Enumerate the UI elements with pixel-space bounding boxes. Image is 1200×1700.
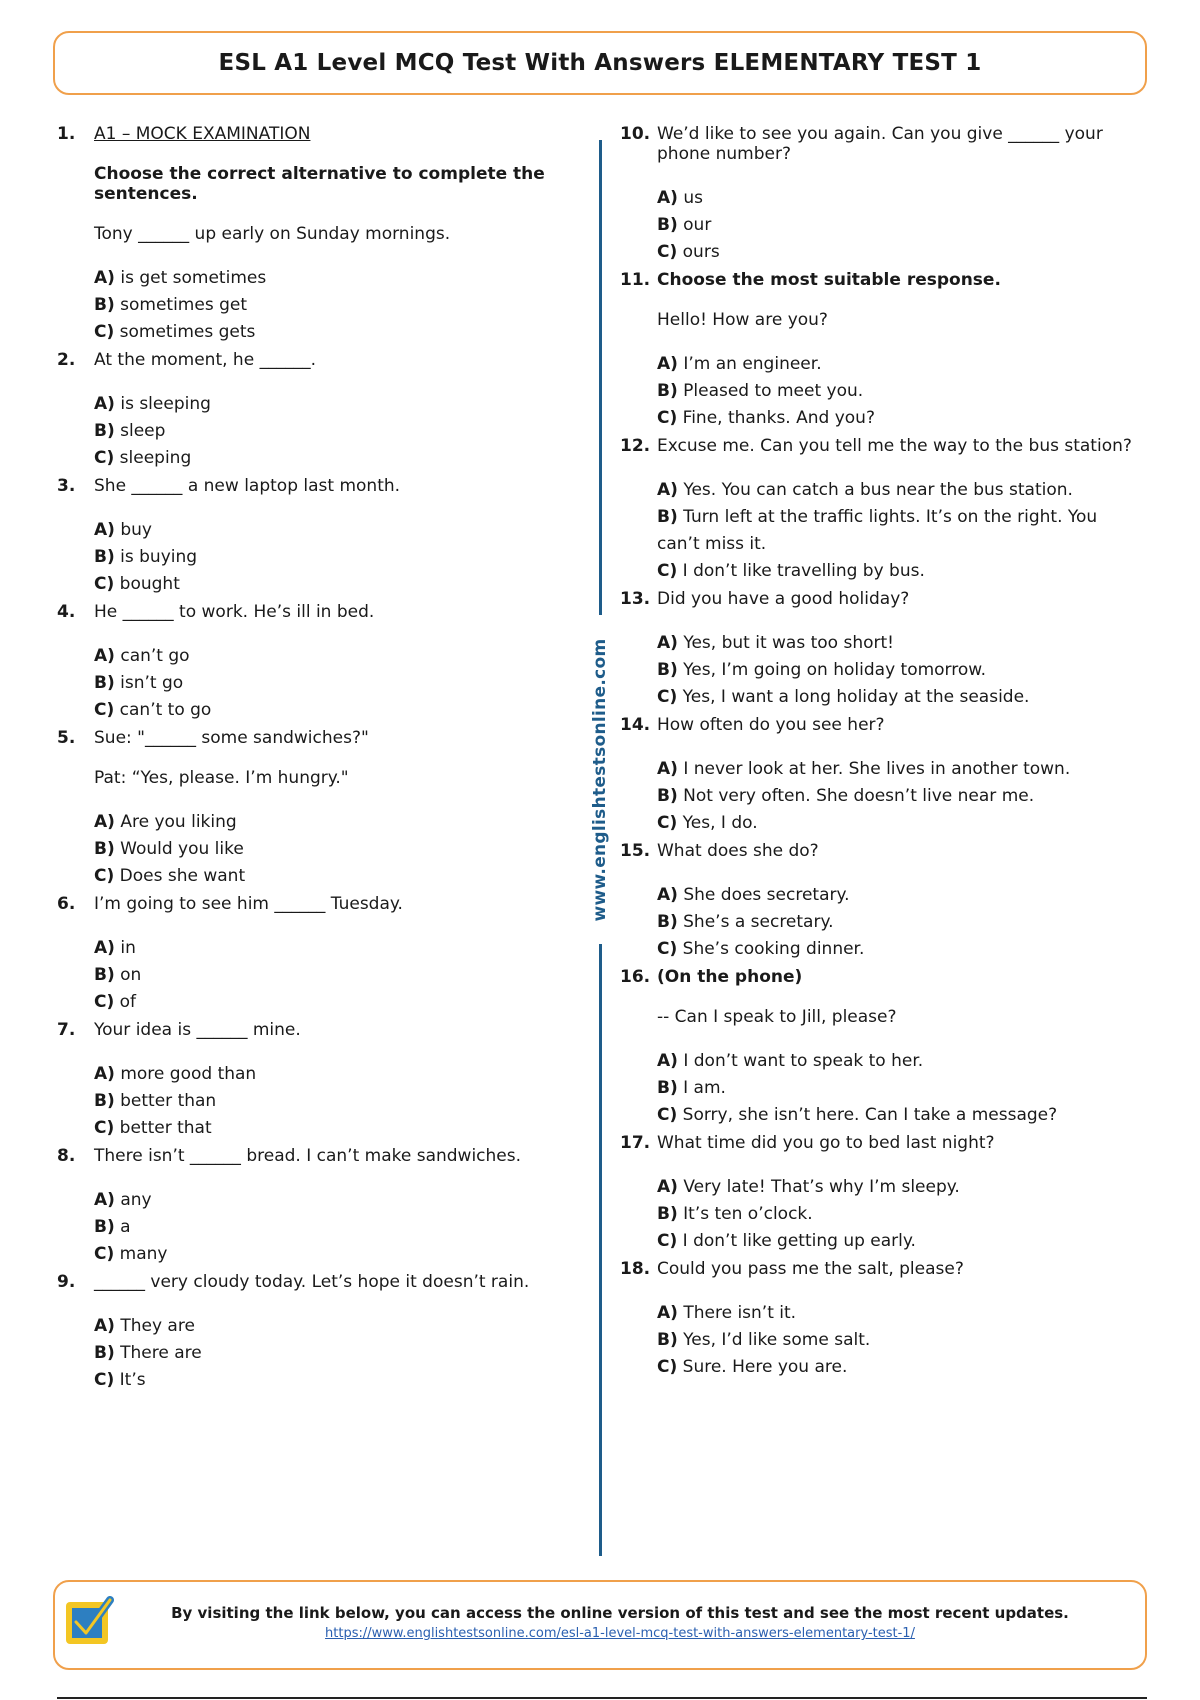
question-number: 14.: [620, 715, 651, 735]
answer-option[interactable]: [94, 292, 587, 319]
question-number: 16.: [620, 967, 651, 987]
option-letter: C): [657, 242, 678, 262]
question-stem: [620, 715, 1140, 735]
option-letter: A): [657, 188, 678, 208]
bottom-rule: [57, 1697, 1147, 1699]
answer-option[interactable]: [657, 1228, 1140, 1255]
answer-options: [657, 630, 1140, 711]
option-letter: B): [657, 660, 678, 680]
answer-option[interactable]: [94, 517, 587, 544]
option-text: I’m an engineer.: [683, 354, 822, 374]
option-text: sometimes gets: [119, 322, 256, 342]
answer-option[interactable]: [657, 909, 1140, 936]
answer-option[interactable]: [657, 657, 1140, 684]
question-number: 2.: [57, 350, 76, 370]
option-letter: A): [657, 480, 678, 500]
option-letter: B): [657, 1330, 678, 1350]
question-stem: [620, 436, 1140, 456]
option-text: sleep: [120, 421, 166, 441]
option-text: She’s cooking dinner.: [682, 939, 865, 959]
answer-option[interactable]: [657, 1354, 1140, 1381]
answer-option[interactable]: [657, 558, 1140, 585]
question-text: What does she do?: [657, 841, 819, 861]
option-letter: B): [657, 381, 678, 401]
answer-option[interactable]: [94, 1340, 587, 1367]
answer-option[interactable]: [94, 1115, 587, 1142]
option-text: I don’t like getting up early.: [682, 1231, 916, 1251]
question-paragraph: Pat: “Yes, please. I’m hungry.": [94, 768, 349, 788]
answer-option[interactable]: [657, 1174, 1140, 1201]
question-stem: [57, 1272, 587, 1292]
question-stem: [57, 1020, 587, 1040]
option-letter: A): [94, 1064, 115, 1084]
option-text: There are: [120, 1343, 202, 1363]
question-stem: [57, 350, 587, 370]
question-number: 11.: [620, 270, 651, 290]
answer-option[interactable]: [657, 684, 1140, 711]
option-letter: C): [94, 1244, 115, 1264]
footer-message: By visiting the link below, you can access the online version of this test and see the most recent updates.: [171, 1604, 1069, 1622]
answer-option[interactable]: [94, 571, 587, 598]
answer-option[interactable]: [94, 836, 587, 863]
question: [620, 1259, 1140, 1381]
option-letter: B): [94, 673, 115, 693]
answer-option[interactable]: [657, 1048, 1140, 1075]
option-text: better than: [120, 1091, 217, 1111]
answer-options: [94, 1061, 587, 1142]
question-number: 6.: [57, 894, 76, 914]
option-text: Yes, I’d like some salt.: [683, 1330, 871, 1350]
answer-option[interactable]: [657, 504, 1140, 558]
question-text: She ______ a new laptop last month.: [94, 476, 401, 496]
question: [57, 1020, 587, 1142]
answer-option[interactable]: [657, 936, 1140, 963]
option-letter: C): [94, 866, 115, 886]
question-stem: [57, 728, 587, 748]
right-column: [620, 124, 1140, 1381]
option-text: It’s ten o’clock.: [683, 1204, 813, 1224]
question: [57, 728, 587, 890]
option-letter: C): [657, 813, 678, 833]
option-text: can’t go: [120, 646, 190, 666]
question-text: How often do you see her?: [657, 715, 885, 735]
option-text: She does secretary.: [683, 885, 850, 905]
answer-option[interactable]: [657, 378, 1140, 405]
option-text: I don’t like travelling by bus.: [682, 561, 925, 581]
option-text: Yes, but it was too short!: [683, 633, 894, 653]
option-text: Yes. You can catch a bus near the bus station.: [683, 480, 1073, 500]
question-number: 18.: [620, 1259, 651, 1279]
option-letter: B): [657, 1078, 678, 1098]
option-text: I don’t want to speak to her.: [683, 1051, 924, 1071]
answer-option[interactable]: [94, 391, 587, 418]
question-number: 12.: [620, 436, 651, 456]
answer-option[interactable]: [94, 962, 587, 989]
option-text: Sure. Here you are.: [682, 1357, 848, 1377]
answer-options: [94, 265, 587, 346]
question: [620, 589, 1140, 711]
question-stem: [57, 602, 587, 622]
question-stem: [57, 476, 587, 496]
option-text: Pleased to meet you.: [683, 381, 864, 401]
answer-option[interactable]: [94, 935, 587, 962]
option-text: of: [119, 992, 137, 1012]
question-number: 10.: [620, 124, 651, 144]
question-stem: [57, 1146, 587, 1166]
answer-option[interactable]: [94, 1187, 587, 1214]
answer-options: [657, 1048, 1140, 1129]
watermark: www.englishtestsonline.com: [590, 638, 610, 922]
option-letter: B): [657, 912, 678, 932]
answer-options: [657, 477, 1140, 585]
option-letter: A): [657, 1177, 678, 1197]
option-text: Yes, I want a long holiday at the seaside.: [682, 687, 1030, 707]
option-text: Not very often. She doesn’t live near me.: [683, 786, 1035, 806]
answer-option[interactable]: [657, 756, 1140, 783]
option-letter: A): [94, 1190, 115, 1210]
option-letter: A): [657, 1303, 678, 1323]
question-stem: [620, 270, 1140, 290]
option-text: She’s a secretary.: [683, 912, 834, 932]
option-text: more good than: [120, 1064, 257, 1084]
option-letter: C): [657, 561, 678, 581]
question: [620, 967, 1140, 1129]
answer-options: [94, 391, 587, 472]
answer-option[interactable]: [94, 809, 587, 836]
option-text: better that: [119, 1118, 212, 1138]
option-letter: B): [94, 421, 115, 441]
question-text: Excuse me. Can you tell me the way to the bus station?: [657, 436, 1132, 456]
option-text: our: [683, 215, 712, 235]
question-stem: [620, 124, 1140, 164]
option-text: Very late! That’s why I’m sleepy.: [683, 1177, 960, 1197]
option-text: Does she want: [119, 866, 246, 886]
answer-option[interactable]: [657, 882, 1140, 909]
answer-option[interactable]: [94, 445, 587, 472]
question-number: 7.: [57, 1020, 76, 1040]
answer-option[interactable]: [657, 212, 1140, 239]
option-text: is get sometimes: [120, 268, 267, 288]
answer-option[interactable]: [94, 1367, 587, 1394]
option-letter: B): [94, 1091, 115, 1111]
option-text: It’s: [119, 1370, 146, 1390]
question: [57, 476, 587, 598]
answer-options: [657, 185, 1140, 266]
question-stem: [57, 894, 587, 914]
question-paragraph: Choose the correct alternative to complete the sentences.: [94, 164, 545, 204]
answer-option[interactable]: [94, 643, 587, 670]
option-text: Are you liking: [120, 812, 237, 832]
answer-option[interactable]: [657, 477, 1140, 504]
option-letter: C): [657, 687, 678, 707]
option-letter: A): [657, 885, 678, 905]
answer-option[interactable]: [657, 185, 1140, 212]
question-number: 5.: [57, 728, 76, 748]
question-number: 17.: [620, 1133, 651, 1153]
answer-option[interactable]: [657, 630, 1140, 657]
option-text: ours: [682, 242, 720, 262]
question-stem: [620, 589, 1140, 609]
answer-options: [657, 756, 1140, 837]
option-letter: A): [94, 394, 115, 414]
question-text: (On the phone): [657, 967, 803, 987]
question: [620, 270, 1140, 432]
option-letter: A): [94, 520, 115, 540]
option-letter: B): [657, 786, 678, 806]
answer-option[interactable]: [657, 239, 1140, 266]
question-number: 3.: [57, 476, 76, 496]
option-text: Would you like: [120, 839, 244, 859]
question-number: 15.: [620, 841, 651, 861]
option-letter: A): [657, 1051, 678, 1071]
option-text: in: [120, 938, 136, 958]
footer-box: [53, 1580, 1147, 1670]
option-letter: B): [94, 1343, 115, 1363]
option-letter: C): [657, 1357, 678, 1377]
option-letter: C): [657, 1231, 678, 1251]
question: [57, 1146, 587, 1268]
option-text: I am.: [683, 1078, 726, 1098]
option-text: Fine, thanks. And you?: [682, 408, 875, 428]
question: [620, 436, 1140, 585]
question-text: At the moment, he ______.: [94, 350, 316, 370]
option-letter: C): [657, 939, 678, 959]
question-stem: [620, 967, 1140, 987]
option-letter: B): [657, 215, 678, 235]
option-letter: B): [657, 1204, 678, 1224]
option-letter: A): [94, 938, 115, 958]
option-text: Yes, I do.: [682, 813, 758, 833]
option-letter: C): [94, 992, 115, 1012]
question-text: Choose the most suitable response.: [657, 270, 1001, 290]
question-number: 1.: [57, 124, 76, 144]
answer-option[interactable]: [94, 1088, 587, 1115]
question: [620, 124, 1140, 266]
option-letter: C): [657, 408, 678, 428]
question: [57, 124, 587, 346]
page-title: ESL A1 Level MCQ Test With Answers ELEMENTARY TEST 1: [218, 50, 982, 76]
answer-option[interactable]: [657, 1201, 1140, 1228]
question-text: We’d like to see you again. Can you give ______ your phone number?: [657, 124, 1103, 164]
answer-option[interactable]: [94, 1061, 587, 1088]
answer-options: [94, 1187, 587, 1268]
option-text: Turn left at the traffic lights. It’s on the right. You can’t miss it.: [657, 507, 1098, 554]
option-letter: A): [94, 646, 115, 666]
question: [57, 894, 587, 1016]
option-letter: C): [94, 700, 115, 720]
answer-option[interactable]: [657, 1327, 1140, 1354]
option-text: There isn’t it.: [683, 1303, 797, 1323]
option-text: on: [120, 965, 142, 985]
option-letter: C): [94, 1370, 115, 1390]
answer-options: [94, 643, 587, 724]
answer-option[interactable]: [94, 989, 587, 1016]
question-number: 4.: [57, 602, 76, 622]
question-paragraph: Tony ______ up early on Sunday mornings.: [94, 224, 451, 244]
question-text: I’m going to see him ______ Tuesday.: [94, 894, 403, 914]
option-letter: B): [657, 507, 678, 527]
question-text: Did you have a good holiday?: [657, 589, 910, 609]
option-text: a: [120, 1217, 131, 1237]
option-text: can’t to go: [119, 700, 212, 720]
question-text: Could you pass me the salt, please?: [657, 1259, 964, 1279]
answer-option[interactable]: [94, 670, 587, 697]
question-text: Sue: "______ some sandwiches?": [94, 728, 369, 748]
option-letter: C): [94, 574, 115, 594]
option-letter: A): [657, 354, 678, 374]
question: [57, 350, 587, 472]
answer-option[interactable]: [94, 1313, 587, 1340]
option-letter: A): [657, 759, 678, 779]
answer-option[interactable]: [94, 544, 587, 571]
question: [57, 602, 587, 724]
option-letter: B): [94, 839, 115, 859]
column-divider: [599, 140, 602, 615]
answer-options: [94, 809, 587, 890]
answer-options: [657, 882, 1140, 963]
question-text[interactable]: A1 – MOCK EXAMINATION: [94, 124, 311, 144]
option-letter: A): [94, 1316, 115, 1336]
option-letter: C): [94, 448, 115, 468]
option-letter: A): [94, 812, 115, 832]
question: [620, 841, 1140, 963]
option-letter: A): [94, 268, 115, 288]
answer-option[interactable]: [657, 1300, 1140, 1327]
answer-option[interactable]: [94, 418, 587, 445]
option-text: us: [683, 188, 703, 208]
option-text: bought: [119, 574, 180, 594]
option-letter: B): [94, 295, 115, 315]
question-number: 8.: [57, 1146, 76, 1166]
column-divider: [599, 944, 602, 1556]
answer-option[interactable]: [657, 810, 1140, 837]
question-text: Your idea is ______ mine.: [94, 1020, 301, 1040]
question-text: What time did you go to bed last night?: [657, 1133, 995, 1153]
answer-option[interactable]: [94, 319, 587, 346]
answer-options: [657, 351, 1140, 432]
footer-link[interactable]: https://www.englishtestsonline.com/esl-a1-level-mcq-test-with-answers-elementary-test-1/: [325, 1626, 915, 1641]
answer-option[interactable]: [657, 1075, 1140, 1102]
answer-options: [657, 1174, 1140, 1255]
option-text: Sorry, she isn’t here. Can I take a message?: [682, 1105, 1058, 1125]
answer-option[interactable]: [94, 1214, 587, 1241]
question-stem: [57, 124, 587, 144]
question: [57, 1272, 587, 1394]
answer-option[interactable]: [657, 351, 1140, 378]
question-number: 13.: [620, 589, 651, 609]
question-stem: [620, 841, 1140, 861]
question-paragraph: Hello! How are you?: [657, 310, 828, 330]
answer-option[interactable]: [94, 863, 587, 890]
option-text: I never look at her. She lives in another town.: [683, 759, 1071, 779]
question-paragraph: -- Can I speak to Jill, please?: [657, 1007, 897, 1027]
answer-options: [94, 517, 587, 598]
option-text: sleeping: [119, 448, 192, 468]
option-letter: B): [94, 1217, 115, 1237]
answer-option[interactable]: [657, 783, 1140, 810]
option-text: is buying: [120, 547, 198, 567]
left-column: [57, 124, 587, 1394]
option-text: Yes, I’m going on holiday tomorrow.: [683, 660, 987, 680]
answer-option[interactable]: [94, 697, 587, 724]
option-text: isn’t go: [120, 673, 184, 693]
option-text: They are: [120, 1316, 195, 1336]
question-stem: [620, 1259, 1140, 1279]
option-letter: B): [94, 965, 115, 985]
question: [620, 715, 1140, 837]
question-text: There isn’t ______ bread. I can’t make sandwiches.: [94, 1146, 522, 1166]
option-letter: A): [657, 633, 678, 653]
question-stem: [620, 1133, 1140, 1153]
answer-option[interactable]: [94, 1241, 587, 1268]
option-text: sometimes get: [120, 295, 248, 315]
footer-text: [55, 1604, 1145, 1641]
question-text: ______ very cloudy today. Let’s hope it doesn’t rain.: [94, 1272, 530, 1292]
answer-option[interactable]: [657, 405, 1140, 432]
answer-options: [94, 935, 587, 1016]
answer-option[interactable]: [94, 265, 587, 292]
option-text: is sleeping: [120, 394, 211, 414]
question: [620, 1133, 1140, 1255]
option-letter: C): [657, 1105, 678, 1125]
option-letter: C): [94, 1118, 115, 1138]
answer-options: [657, 1300, 1140, 1381]
question-number: 9.: [57, 1272, 76, 1292]
option-letter: B): [94, 547, 115, 567]
option-letter: C): [94, 322, 115, 342]
option-text: any: [120, 1190, 152, 1210]
option-text: buy: [120, 520, 152, 540]
title-box: [53, 31, 1147, 95]
option-text: many: [119, 1244, 168, 1264]
answer-option[interactable]: [657, 1102, 1140, 1129]
answer-options: [94, 1313, 587, 1394]
question-text: He ______ to work. He’s ill in bed.: [94, 602, 375, 622]
